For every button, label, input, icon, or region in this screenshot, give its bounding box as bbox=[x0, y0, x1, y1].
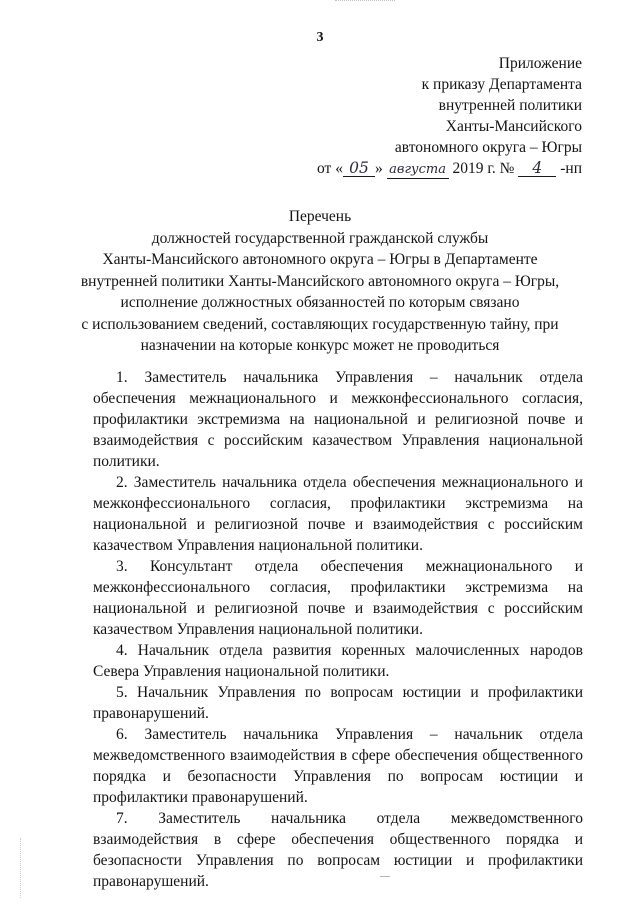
title-line: исполнение должностных обязанностей по которым связано bbox=[120, 294, 520, 311]
title-line: Перечень bbox=[288, 208, 352, 225]
list-item bbox=[93, 472, 583, 556]
item-number: 4. bbox=[116, 642, 128, 659]
item-text: Заместитель начальника отдела обеспечения межнационального и межконфессионального согласия, профилактики экстремизма на национальной и религиозной почве и взаимодействия с российским казачеством Управления национальной политики. bbox=[93, 474, 584, 554]
list-item bbox=[93, 724, 583, 808]
approval-line: к приказу Департамента bbox=[421, 76, 582, 93]
approval-line: Приложение bbox=[498, 55, 582, 72]
order-month-handwritten: августа bbox=[387, 162, 449, 179]
item-number: 3. bbox=[116, 558, 128, 575]
item-text: Начальник отдела развития коренных малочисленных народов Севера Управления национальной политики. bbox=[93, 642, 583, 680]
scan-artifact-edge bbox=[20, 838, 23, 898]
title-line: назначении на которые конкурс может не проводиться bbox=[140, 337, 500, 354]
page-number: 3 bbox=[316, 30, 324, 45]
title-line: внутренней политики Ханты-Мансийского автономного округа – Югры, bbox=[80, 272, 560, 290]
title-line: Ханты-Мансийского автономного округа – Югры в Департаменте bbox=[102, 251, 538, 268]
order-day-handwritten: 05 bbox=[343, 160, 375, 177]
order-day-close: » bbox=[374, 160, 383, 177]
list-item bbox=[93, 367, 583, 472]
item-text: Заместитель начальника Управления – начальник отдела обеспечения межнационального и межконфессионального согласия, профилактики экстремизма на национальной и религиозной почве и взаимодействия с российским казачеством Управления национальной политики. bbox=[93, 369, 584, 470]
approval-line: внутренней политики bbox=[438, 97, 582, 114]
scan-artifact-top bbox=[335, 0, 395, 7]
item-text: Консультант отдела обеспечения межнационального и межконфессионального согласия, профилактики экстремизма на национальной и религиозной почве и взаимодействия с российским казачеством Управления национальной политики. bbox=[93, 558, 583, 638]
item-number: 2. bbox=[116, 474, 128, 491]
approval-block bbox=[317, 53, 582, 179]
order-year: 2019 г. № bbox=[452, 160, 515, 177]
scan-artifact-bottom bbox=[380, 876, 390, 877]
item-text: Начальник Управления по вопросам юстиции и профилактики правонарушений. bbox=[93, 684, 584, 722]
document-title bbox=[70, 206, 570, 357]
approval-line: автономного округа – Югры bbox=[394, 139, 582, 156]
order-prefix: от « bbox=[317, 160, 343, 177]
item-number: 7. bbox=[116, 810, 128, 827]
list-item bbox=[93, 556, 583, 640]
list-item bbox=[93, 682, 583, 724]
list-item bbox=[93, 808, 583, 892]
title-line: с использованием сведений, составляющих государственную тайну, при bbox=[81, 315, 559, 333]
list-item bbox=[93, 640, 583, 682]
title-line: должностей государственной гражданской службы bbox=[151, 229, 489, 247]
item-text: Заместитель начальника Управления – начальник отдела межведомственного взаимодействия в сфере обеспечения общественного порядка и безопасности Управления по вопросам юстиции и профилактики правонарушений. bbox=[93, 726, 584, 806]
item-number: 1. bbox=[116, 369, 128, 386]
approval-line: Ханты-Мансийского bbox=[445, 118, 582, 135]
item-number: 6. bbox=[116, 726, 128, 743]
order-number-handwritten: 4 bbox=[518, 160, 556, 177]
order-date-line bbox=[317, 158, 582, 179]
item-number: 5. bbox=[116, 684, 128, 701]
order-suffix: -нп bbox=[560, 160, 582, 177]
positions-list bbox=[93, 367, 583, 892]
item-text: Заместитель начальника отдела межведомственного взаимодействия в сфере обеспечения общественного порядка и безопасности Управления по вопросам юстиции и профилактики правонарушений. bbox=[93, 810, 584, 890]
